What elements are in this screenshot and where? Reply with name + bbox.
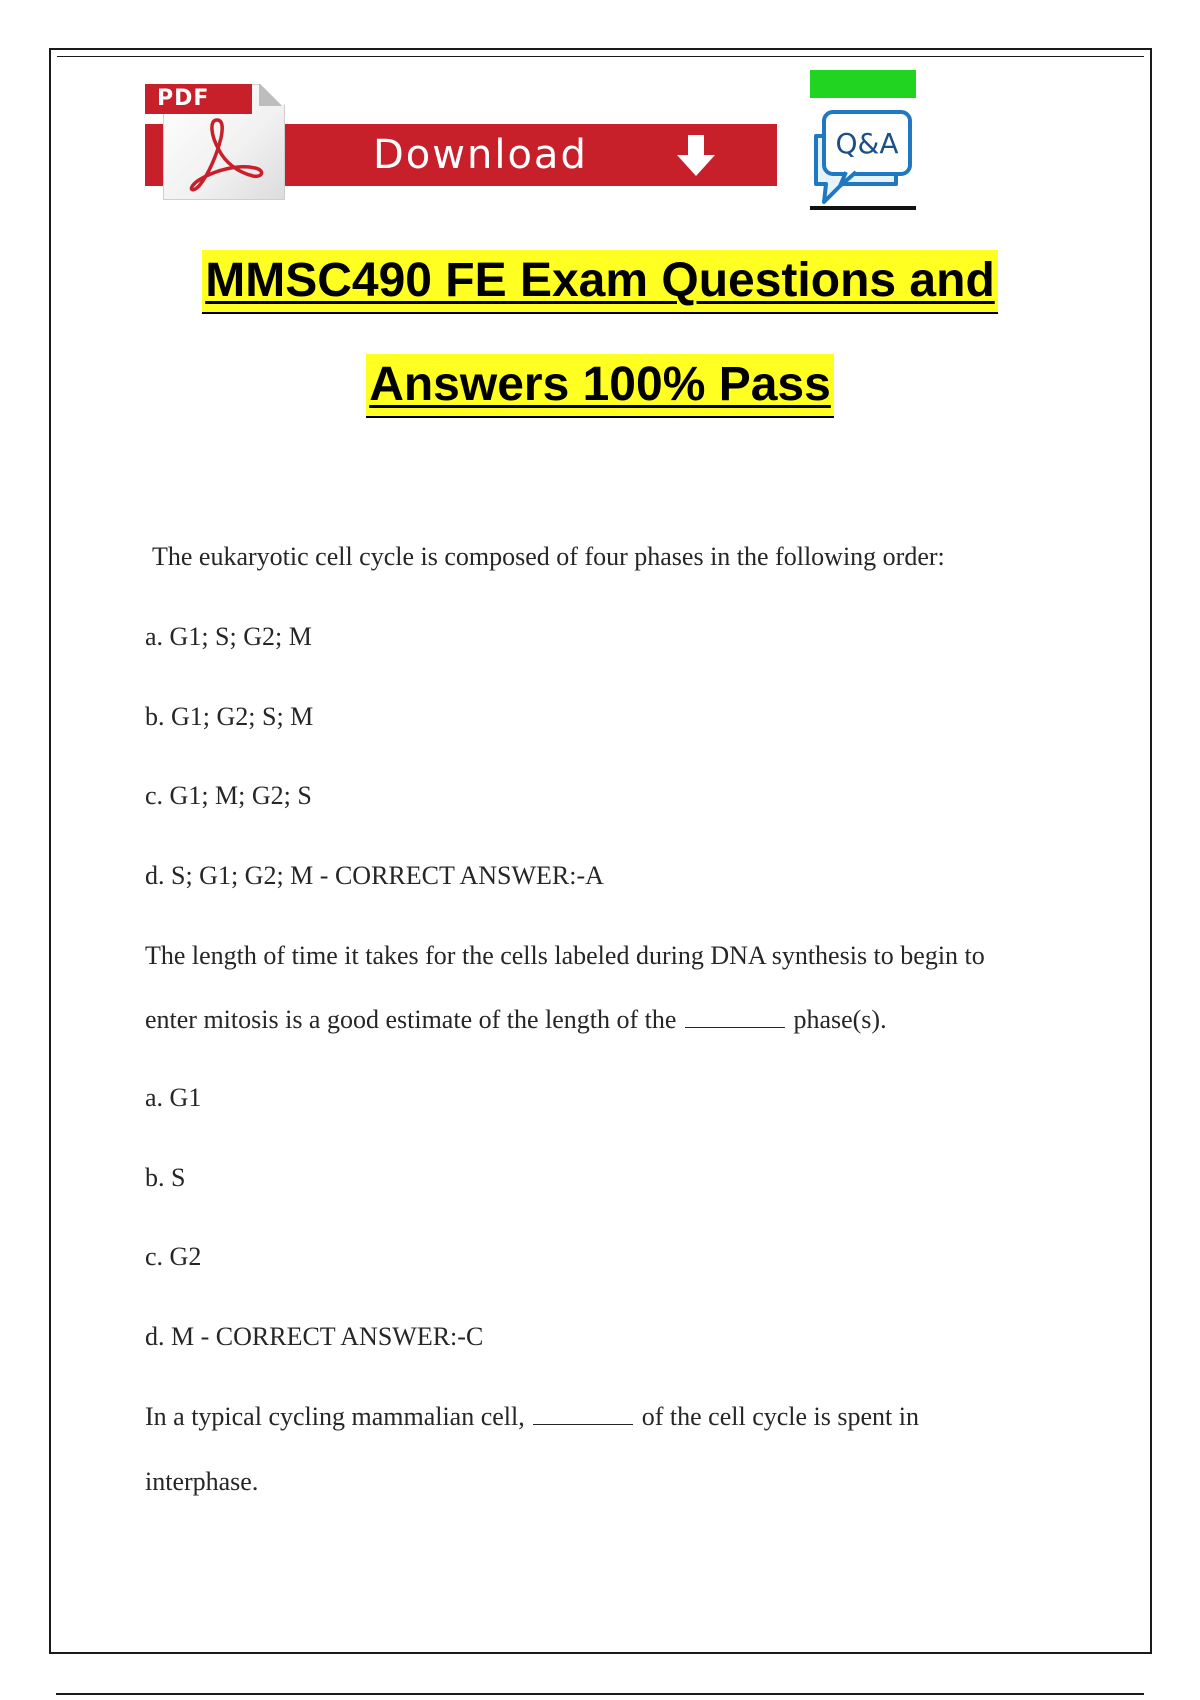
question-2-option-d-answer: d. M - CORRECT ANSWER:-C (145, 1322, 484, 1351)
acrobat-logo-icon (179, 114, 269, 194)
question-2-option-a: a. G1 (145, 1083, 202, 1112)
question-3-prompt-after-blank: of the cell cycle is spent in (641, 1402, 919, 1431)
page-title-line-1: MMSC490 FE Exam Questions and (202, 250, 998, 314)
title-line-1-wrap (0, 250, 1200, 314)
question-1-option-a: a. G1; S; G2; M (145, 622, 312, 651)
speech-bubble-icon (810, 106, 916, 206)
question-2-prompt-line-2 (145, 1003, 887, 1037)
question-2-prompt-after-blank: phase(s). (793, 1005, 887, 1034)
download-banner[interactable] (145, 78, 777, 202)
qa-badge (810, 70, 916, 212)
page-border-inner-rule (57, 56, 1144, 57)
question-1-option-b: b. G1; G2; S; M (145, 702, 314, 731)
question-2-option-c: c. G2 (145, 1242, 202, 1271)
question-3-prompt-line-2: interphase. (145, 1467, 259, 1496)
bottom-rule (56, 1693, 1144, 1695)
question-2-option-b: b. S (145, 1163, 186, 1192)
question-2-prompt-line-1: The length of time it takes for the cells labeled during DNA synthesis to begin to (145, 941, 985, 970)
question-3-prompt-before-blank: In a typical cycling mammalian cell, (145, 1402, 525, 1431)
qa-label: Q&A (835, 127, 899, 160)
page-fold (259, 84, 283, 106)
question-1-option-d-answer: d. S; G1; G2; M - CORRECT ANSWER:-A (145, 861, 604, 890)
title-line-2-wrap (0, 354, 1200, 418)
qa-green-bar (810, 70, 916, 98)
qa-underline (810, 206, 916, 210)
pdf-label: PDF (145, 84, 252, 114)
fill-in-blank (533, 1402, 633, 1425)
question-3-prompt-line-1 (145, 1400, 919, 1434)
question-1-option-c: c. G1; M; G2; S (145, 781, 312, 810)
download-label[interactable]: Download (373, 132, 588, 178)
page-title-line-2: Answers 100% Pass (366, 354, 834, 418)
question-1-prompt: The eukaryotic cell cycle is composed of four phases in the following order: (152, 542, 945, 571)
fill-in-blank (685, 1005, 785, 1028)
question-2-prompt-before-blank: enter mitosis is a good estimate of the length of the (145, 1005, 677, 1034)
download-arrow-icon[interactable] (673, 133, 719, 179)
